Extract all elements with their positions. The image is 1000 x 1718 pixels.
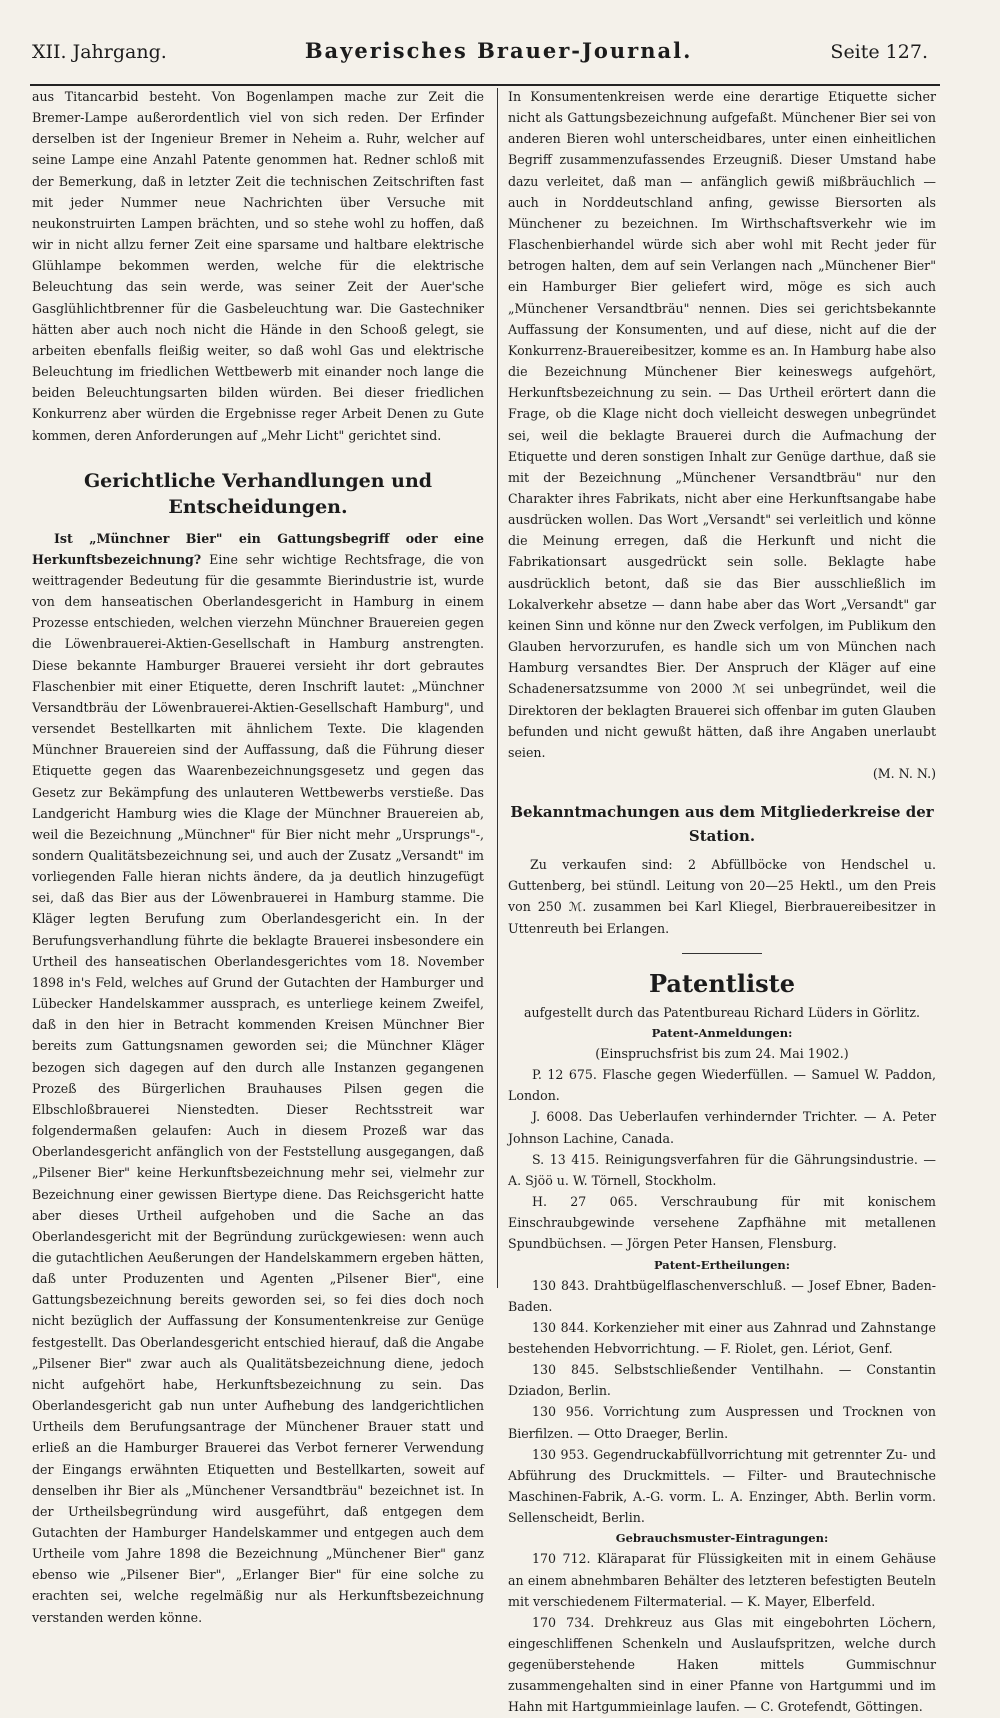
patent-entry: S. 13 415. Reinigungsverfahren für die Gährungsindustrie. — A. Sjöö u. W. Törnell, Stockholm. [508,1151,936,1188]
article-continuation: aus Titancarbid besteht. Von Bogenlampen mache zur Zeit die Bremer-Lampe außerordentlich viel von sich reden. Der Erfinder derselben ist der Ingenieur Bremer in Neheim a. Ruhr, welcher auf seine Lampe eine Anzahl Patente genommen hat. Redner schloß mit der Bemerkung, daß in letzter Zeit die technischen Zeitschriften fast mit jeder Nummer neue Nachrichten über Versuche mit neukonstruirten Lampen brächten, und so stehe wohl zu hoffen, daß wir in nicht allzu ferner Zeit eine sparsame und haltbare elektrische Glühlampe bekommen werden, welche für die elektrische Beleuchtung das sein werde, was seiner Zeit der Auer'sche Gasglühlichtbrenner für die Gasbeleuchtung war. Die Gastechniker hätten aber auch noch nicht die Hände in den Schooß gelegt, sie arbeiten ebenfalls fleißig weiter, so daß wohl Gas und elektrische Beleuchtung im friedlichen Wettbewerb mit einander noch lange die beiden Beleuchtungsarten bilden würden. Bei dieser friedlichen Konkurrenz aber würden die Ergebnisse reger Arbeit Denen zu Gute kommen, deren Anforderungen auf „Mehr Licht" gerichtet sind. [32,89,484,443]
patent-entry: P. 12 675. Flasche gegen Wiederfüllen. — Samuel W. Paddon, London. [508,1067,936,1104]
announcement-title: Bekanntmachungen aus dem Mitgliederkreise der Station. [510,803,934,846]
patent-entry: 130 844. Korkenzieher mit einer aus Zahnrad und Zahnstange bestehenden Hebvorrichtung. — F. Riolet, gen. Lériot, Genf. [508,1319,936,1356]
volume-label: XII. Jahrgang. [32,41,167,63]
patent-entry: 130 845. Selbstschließender Ventilhahn. — Constantin Dziadon, Berlin. [508,1362,936,1399]
court-article [32,528,484,1628]
page-number: Seite 127. [830,41,928,63]
column-divider [497,88,498,1288]
patent-entry: 170 734. Drehkreuz aus Glas mit eingebohrten Löchern, eingeschliffenen Schenkeln und Auslaufspritzen, welche durch gegenüberstehende Haken mittels Gummischnur zusammengehalten sind in einer Pfanne von Hartgummi und im Hahn mit Hartgummieinlage laufen. — C. Grotefendt, Göttingen. [508,1614,936,1715]
patent-entry: J. 6008. Das Ueberlaufen verhindernder Trichter. — A. Peter Johnson Lachine, Canada. [508,1109,936,1146]
objection-period-note: (Einspruchsfrist bis zum 24. Mai 1902.) [595,1045,849,1061]
article-signature: (M. N. N.) [872,766,936,781]
patent-grants-heading: Patent-Ertheilungen: [653,1257,791,1272]
patent-entry: 130 953. Gegendruckabfüllvorrichtung mit getrennter Zu- und Abführung des Druckmittels. — Filter- und Brautechnische Maschinen-Fabrik, A.-G. vorm. L. A. Enzinger, Abth. Berlin vorm. Sellenscheidt, Berlin. [508,1446,936,1526]
section-divider [682,953,762,954]
announcement-text: Zu verkaufen sind: 2 Abfüllböcke von Hendschel u. Guttenberg, bei stündl. Leitung von 20—25 Hektl., um den Preis von 250 ℳ. zusammen bei Karl Kliegel, Bierbrauereibesitzer in Uttenreuth bei Erlangen. [508,857,936,936]
patent-list-subtitle: aufgestellt durch das Patentbureau Richard Lüders in Görlitz. [524,1004,920,1020]
section-title: Gerichtliche Verhandlungen und Entscheidungen. [83,469,433,518]
patent-entry: 130 956. Vorrichtung zum Auspressen und Trocknen von Bierfilzen. — Otto Draeger, Berlin. [508,1404,936,1441]
patent-entry: H. 27 065. Verschraubung für mit konischem Einschraubgewinde versehene Zapfhähne mit metallenen Spundbüchsen. — Jörgen Peter Hansen, Flensburg. [508,1194,936,1252]
article-continuation-right: In Konsumentenkreisen werde eine derartige Etiquette sicher nicht als Gattungsbezeichnung aufgefaßt. Münchener Bier sei von anderen Bieren wohl unterscheidbares, unter einen einheitlichen Begriff zusammenzufassendes Erzeugniß. Dieser Umstand habe dazu verleitet, daß man — anfänglich gewiß mißbräuchlich — auch in Norddeutschland anfing, gewisse Biersorten als Münchener zu bezeichnen. Im Wirthschaftsverkehr wie im Flaschenbierhandel würde sich aber wohl mit Recht jeder für betrogen halten, dem auf sein Verlangen nach „Münchener Bier" ein Hamburger Bier geliefert wird, möge es sich auch „Münchener Versandtbräu" nennen. Dies sei gerichtsbekannte Auffassung der Konsumenten, und auf diese, nicht auf die der Konkurrenz-Brauereibesitzer, komme es an. In Hamburg habe also die Bezeichnung Münchener Bier keineswegs aufgehört, Herkunftsbezeichnung zu sein. — Das Urtheil erörtert dann die Frage, ob die Klage nicht doch vielleicht deswegen unbegründet sei, weil die beklagte Brauerei durch die Aufmachung der Etiquette und deren sonstigen Inhalt zur Genüge darthue, daß sie mit der Bezeichnung „Münchener Versandtbräu" nur den Charakter ihres Fabrikats, nicht aber eine Herkunftsangabe habe ausdrücken wollen. Das Wort „Versandt" sei verleitlich und könne die Meinung erregen, daß die Herkunft und nicht die Fabrikationsart ausgedrückt sein solle. Beklagte habe ausdrücklich betont, daß sie das Bier ausschließlich im Lokalverkehr absetze — dann habe aber das Wort „Versandt" gar keinen Sinn und könne nur den Zweck verfolgen, im Publikum den Glauben hervorzurufen, es handle sich um von München nach Hamburg versandtes Bier. Der Anspruch der Kläger auf eine Schadenersatzsumme von 2000 ℳ sei unbegründet, weil die Direktoren der beklagten Brauerei sich offenbar im guten Glauben befunden und nicht gewußt hätten, daß ihre Angaben unerlaubt seien. [508,89,936,760]
patent-entry: 130 843. Drahtbügelflaschenverschluß. — Josef Ebner, Baden-Baden. [508,1277,936,1314]
right-column [508,86,936,1718]
patent-list-title: Patentliste [649,968,795,998]
utility-models-heading: Gebrauchsmuster-Eintragungen: [615,1531,829,1546]
signature-line [508,763,936,784]
article-question: Ist „Münchner Bier" ein Gattungsbegriff oder eine Herkunftsbezeichnung? [32,530,484,567]
page-header [32,38,928,78]
article-body: Eine sehr wichtige Rechtsfrage, die von weittragender Bedeutung für die gesammte Bierindustrie ist, wurde von dem hanseatischen Oberlandesgericht in Hamburg in einem Prozesse entschieden, welchen vierzehn Münchner Brauereien gegen die Löwenbrauerei-Aktien-Gesellschaft in Hamburg anstrengten. Diese bekannte Hamburger Brauerei versieht ihr dort gebrautes Flaschenbier mit einer Etiquette, deren Inschrift lautet: „Münchner Versandtbräu der Löwenbrauerei-Aktien-Gesellschaft Hamburg", und versendet Bestellkarten mit ähnlichem Texte. Die klagenden Münchner Brauereien sind der Auffassung, daß die Führung dieser Etiquette gegen das Waarenbezeichnungsgesetz und gegen das Gesetz zur Bekämpfung des unlauteren Wettbewerbs verstieße. Das Landgericht Hamburg wies die Klage der Münchner Brauereien ab, weil die Bezeichnung „Münchner" für Bier nicht mehr „Ursprungs"-, sondern Qualitätsbezeichnung sei, und auch der Zusatz „Versandt" im vorliegenden Falle hieran nichts ändere, da ja deutlich hinzugefügt sei, daß das Bier aus der Löwenbrauerei in Hamburg stamme. Die Kläger legten Berufung zum Oberlandesgericht ein. In der Berufungsverhandlung führte die beklagte Brauerei insbesondere ein Urtheil des hanseatischen Oberlandesgerichtes vom 18. November 1898 in's Feld, welches auf Grund der Gutachten der Hamburger und Lübecker Handelskammer aussprach, es unterliege keinem Zweifel, daß in den hier in Betracht kommenden Kreisen Münchner Bier bereits zum Gattungsnamen geworden sei; die Münchner Kläger bezogen sich dagegen auf den durch alle Instanzen gegangenen Prozeß des Bürgerlichen Brauhauses Pilsen gegen die Elbschloßbrauerei Nienstedten. Dieser Rechtsstreit war folgendermaßen gelaufen: Auch in diesem Prozeß war das Oberlandesgericht anfänglich von der Feststellung ausgegangen, daß „Pilsener Bier" keine Herkunftsbezeichnung mehr sei, vielmehr zur Bezeichnung einer gewissen Biertype diene. Das Reichsgericht hatte aber dieses Urtheil aufgehoben und die Sache an das Oberlandesgericht mit der Begründung zurückgewiesen: wenn auch die gutachtlichen Aeußerungen der Handelskammern ergeben hätten, daß unter Produzenten und Agenten „Pilsener Bier", eine Gattungsbezeichnung bereits geworden sei, so fei dies doch noch nicht bezüglich der Auffassung der Konsumentenkreise zur Genüge festgestellt. Das Oberlandesgericht entschied hierauf, daß die Angabe „Pilsener Bier" zwar auch als Qualitätsbezeichnung diene, jedoch nicht aufgehört habe, Herkunftsbezeichnung zu sein. Das Oberlandesgericht gab nun unter Aufhebung des landgerichtlichen Urtheils dem Berufungsantrage der Münchener Brauer statt und erließ an die Hamburger Brauerei das Verbot fernerer Verwendung der Eingangs erwähnten Etiquetten und Bestellkarten, soweit auf denselben ihr Bier als „Münchener Versandtbräu" bezeichnet ist. In der Urtheilsbegründung wird ausgeführt, daß entgegen dem Gutachten der Hamburger Handelskammer und entgegen auch dem Urtheile vom Jahre 1898 die Bezeichnung „Münchener Bier" ganz ebenso wie „Pilsener Bier", „Erlanger Bier" für eine solche zu erachten sei, welche regelmäßig nur als Herkunftsbezeichnung verstanden werden könne. [32,551,484,1625]
patent-entry: 170 712. Kläraparat für Flüssigkeiten mit in einem Gehäuse an einem abnehmbaren Behälter des letzteren befestigten Beuteln mit verschiedenem Filtermaterial. — K. Mayer, Elberfeld. [508,1551,936,1609]
left-column [32,86,484,1628]
journal-title: Bayerisches Brauer-Journal. [304,38,693,63]
patent-applications-heading: Patent-Anmeldungen: [651,1025,793,1040]
